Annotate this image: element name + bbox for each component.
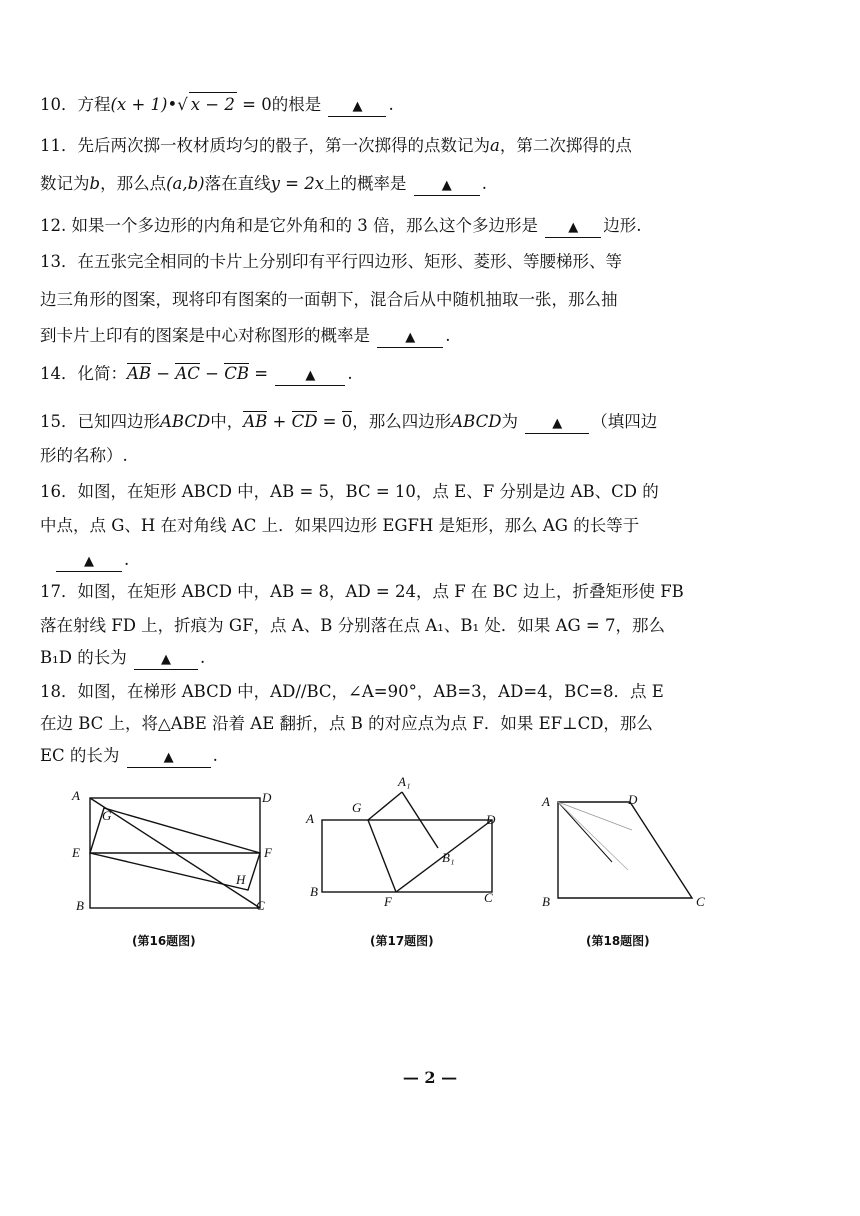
question-17-line3 <box>40 646 205 670</box>
q15-text-c: ，那么四边形 <box>352 412 452 431</box>
answer-blank <box>525 413 589 434</box>
question-11-line1 <box>40 134 632 158</box>
answer-blank <box>414 175 480 196</box>
q11-text: 11．先后两次掷一枚材质均匀的骰子，第一次掷得的点数记为 <box>40 136 490 155</box>
label-b: B <box>542 894 550 909</box>
label-c: C <box>256 898 265 913</box>
q17-text: B₁D 的长为 <box>40 648 127 667</box>
label-d: D <box>262 790 272 805</box>
q15-quad: ABCD <box>451 412 502 431</box>
vector-ab: AB <box>243 410 267 434</box>
label-a: A <box>72 788 80 803</box>
q15-text: 15．已知四边形 <box>40 412 160 431</box>
q15-text-d: 为 <box>501 412 518 431</box>
answer-blank <box>545 217 601 238</box>
question-17-line1: 17．如图，在矩形 ABCD 中，AB = 8，AD = 24，点 F 在 BC 边上，折叠矩形使 FB <box>40 582 684 601</box>
q10-factor: (x + 1) <box>110 95 168 114</box>
figure-17 <box>298 770 508 910</box>
q14-equals: = <box>249 364 274 383</box>
q11-line2-text: 数记为 <box>40 174 90 193</box>
trapezoid-abcd <box>558 802 692 898</box>
label-g: G <box>102 808 112 823</box>
q11-var-a: a <box>490 136 500 155</box>
label-e: E <box>72 845 80 860</box>
question-16-line3 <box>40 548 129 572</box>
q17-end: . <box>199 648 206 667</box>
q13-text: 到卡片上印有的图案是中心对称图形的概率是 <box>40 326 370 345</box>
triangle-marker: ▲ <box>352 99 363 114</box>
q10-radicand: x − 2 <box>189 92 237 117</box>
triangle-marker: ▲ <box>405 330 416 345</box>
question-11-line2 <box>40 172 487 196</box>
label-b: B <box>310 884 318 899</box>
rectangle-abcd <box>322 820 492 892</box>
triangle-marker: ▲ <box>441 178 452 193</box>
triangle-marker: ▲ <box>84 554 94 569</box>
question-16-line2: 中点，点 G、H 在对角线 AC 上．如果四边形 EGFH 是矩形，那么 AG 的长等于 <box>40 516 640 535</box>
q18-text: EC 的长为 <box>40 746 120 765</box>
zero-vector: 0 <box>342 410 353 434</box>
question-15-line1 <box>40 410 657 434</box>
q10-dot: • <box>167 95 178 114</box>
answer-blank <box>328 96 386 117</box>
triangle-marker: ▲ <box>305 368 316 383</box>
q10-end: . <box>388 95 394 114</box>
q11-line2-text-b: ，那么点 <box>100 174 167 193</box>
q11-line-equation: y = 2x <box>270 174 325 193</box>
q11-point: (a,b) <box>166 174 205 193</box>
label-h: H <box>236 872 246 887</box>
label-f: F <box>264 845 272 860</box>
vector-cb: CB <box>224 362 249 386</box>
question-17-line2: 落在射线 FD 上，折痕为 GF，点 A、B 分别落在点 A₁、B₁ 处．如果 AG = 7，那么 <box>40 616 665 635</box>
label-c: C <box>696 894 705 909</box>
fold-line <box>558 802 612 862</box>
q11-end: . <box>481 174 488 193</box>
label-a1: A₁ <box>398 774 411 789</box>
question-13-line2: 边三角形的图案，现将印有图案的一面朝下，混合后从中随机抽取一张，那么抽 <box>40 290 618 309</box>
q12-text: 12. 如果一个多边形的内角和是它外角和的 3 倍，那么这个多边形是 <box>40 216 538 235</box>
figure-16-caption: (第16题图) <box>132 934 196 948</box>
label-g: G <box>352 800 362 815</box>
fold-crease-gf <box>368 820 396 892</box>
label-a: A <box>306 811 314 826</box>
q15-quad: ABCD <box>160 412 211 431</box>
q15-text-e: （填四边 <box>591 412 658 431</box>
question-14 <box>40 362 353 386</box>
q18-end: . <box>212 746 218 765</box>
q14-minus: − <box>151 364 176 383</box>
q10-prefix: 10．方程 <box>40 95 111 114</box>
label-a: A <box>542 794 550 809</box>
question-13-line3 <box>40 324 451 348</box>
question-10 <box>40 92 394 117</box>
answer-blank <box>134 649 198 670</box>
question-13-line1: 13．在五张完全相同的卡片上分别印有平行四边形、矩形、菱形、等腰梯形、等 <box>40 252 622 271</box>
segment-ga1 <box>368 792 402 820</box>
quad-egfh <box>90 808 260 890</box>
sqrt-symbol: √ <box>177 95 188 114</box>
q11-line2-text-d: 上的概率是 <box>324 174 407 193</box>
answer-blank <box>56 551 122 572</box>
label-c: C <box>484 890 493 905</box>
figure-16 <box>60 780 290 920</box>
page-number: — 2 — <box>402 1068 458 1087</box>
question-18-line1: 18．如图，在梯形 ABCD 中，AD//BC，∠A=90°，AB=3，AD=4，BC=8．点 E <box>40 682 664 701</box>
figure-18 <box>536 788 726 914</box>
q13-end: . <box>445 326 451 345</box>
label-b1: B₁ <box>442 850 455 865</box>
label-d: D <box>486 812 496 827</box>
question-16-line1: 16．如图，在矩形 ABCD 中，AB = 5，BC = 10，点 E、F 分别是边 AB、CD 的 <box>40 482 659 501</box>
faint-line <box>558 802 628 870</box>
triangle-marker: ▲ <box>160 652 171 667</box>
q15-text-b: 中， <box>210 412 244 431</box>
q14-text: 14．化简： <box>40 364 127 383</box>
figure-17-caption: (第17题图) <box>370 934 434 948</box>
label-b: B <box>76 898 84 913</box>
vector-cd: CD <box>292 410 318 434</box>
triangle-marker: ▲ <box>552 416 563 431</box>
answer-blank <box>275 365 345 386</box>
answer-blank <box>377 327 443 348</box>
q11-var-b: b <box>89 174 101 193</box>
q15-plus: + <box>267 412 292 431</box>
q15-equals: = <box>317 412 342 431</box>
question-18-line3 <box>40 744 218 768</box>
figure-18-caption: (第18题图) <box>586 934 650 948</box>
triangle-marker: ▲ <box>163 750 174 765</box>
label-f: F <box>384 894 392 909</box>
triangle-marker: ▲ <box>568 220 579 235</box>
q11-text-b: ，第二次掷得的点 <box>499 136 632 155</box>
q16-end: . <box>124 550 130 569</box>
q11-line2-text-c: 落在直线 <box>204 174 271 193</box>
question-12 <box>40 214 641 238</box>
label-d: D <box>628 792 638 807</box>
answer-blank <box>127 747 211 768</box>
q10-equation-rest: = 0的根是 <box>236 95 322 114</box>
question-15-line2: 形的名称）. <box>40 446 128 465</box>
faint-line <box>558 802 632 830</box>
vector-ac: AC <box>175 362 200 386</box>
q12-end: 边形. <box>603 216 642 235</box>
q14-minus: − <box>199 364 225 383</box>
vector-ab: AB <box>127 362 151 386</box>
question-18-line2: 在边 BC 上，将△ABE 沿着 AE 翻折，点 B 的对应点为点 F．如果 EF⊥CD，那么 <box>40 714 653 733</box>
q14-end: . <box>347 364 353 383</box>
